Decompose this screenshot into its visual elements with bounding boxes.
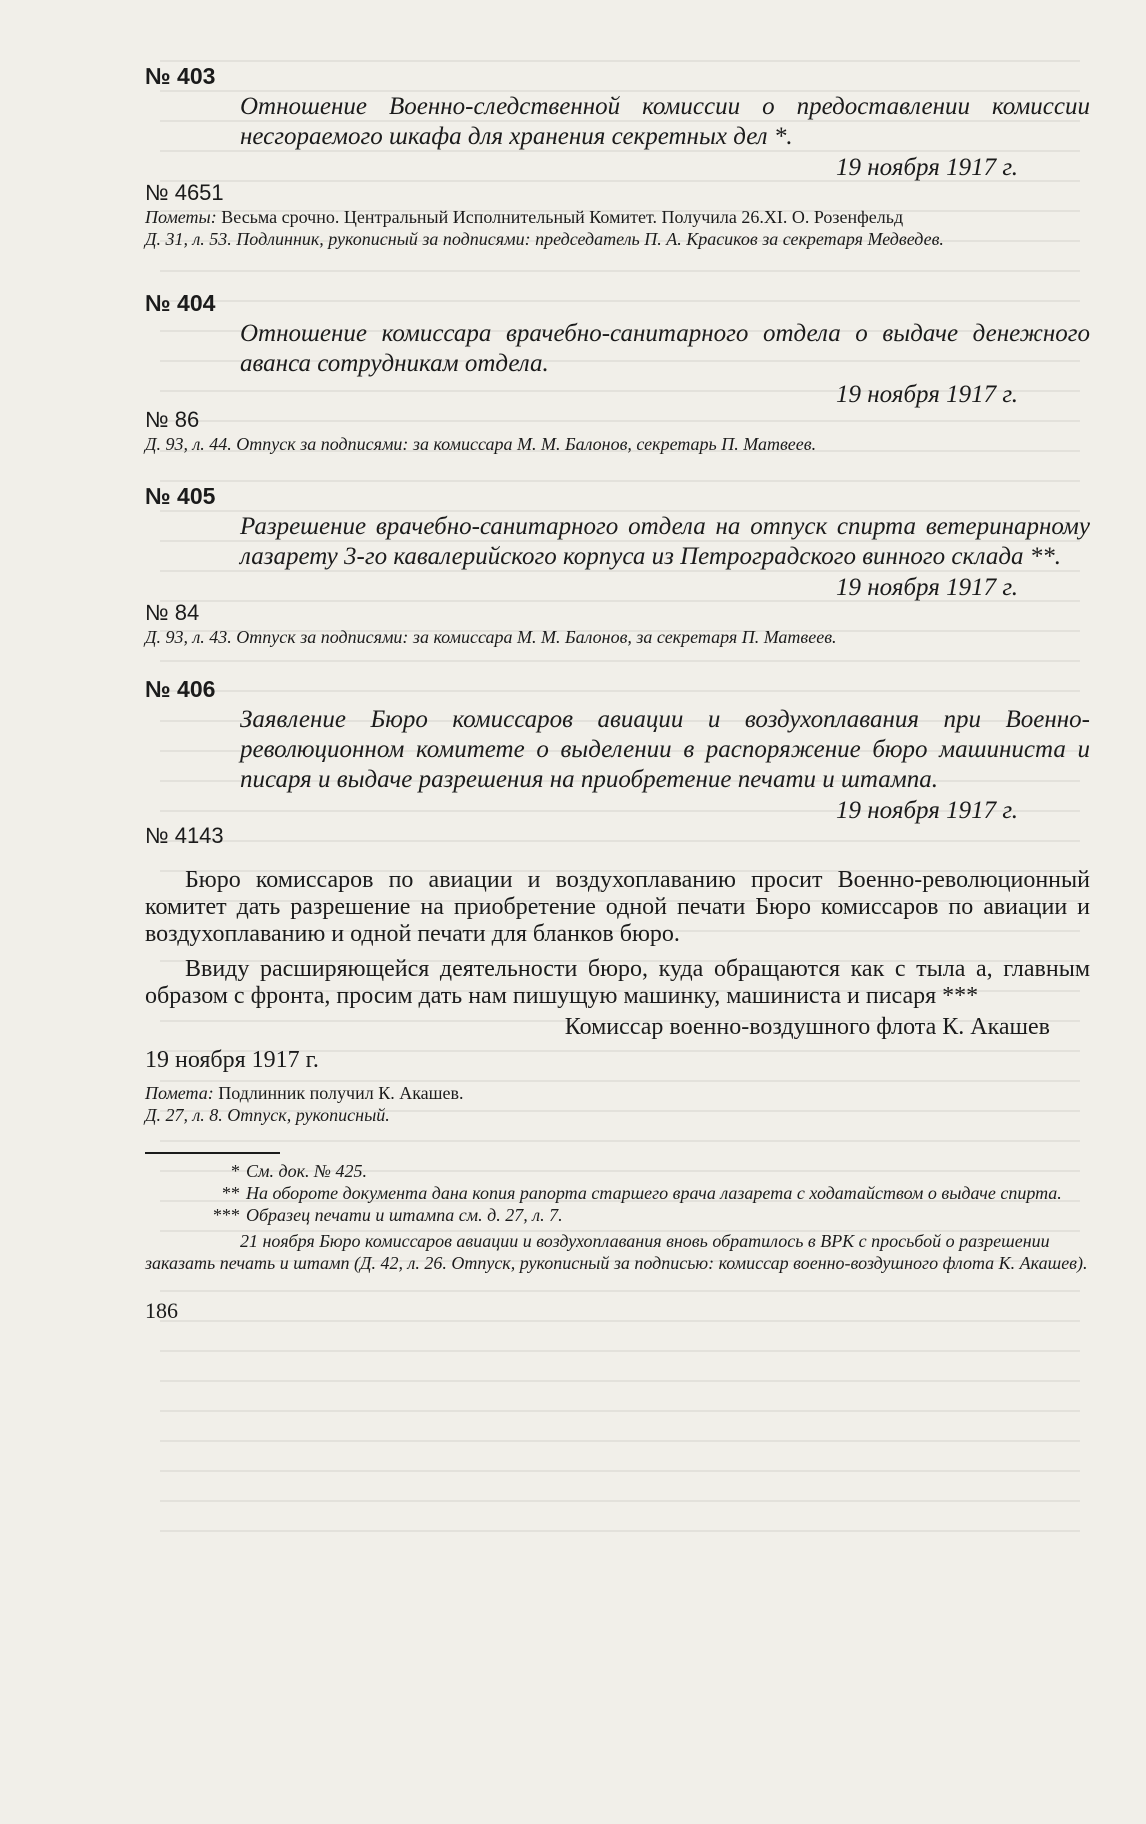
letter-note (145, 1082, 1090, 1104)
letter-date: 19 ноября 1917 г. (145, 1047, 319, 1073)
notes-text: Весьма срочно. Центральный Исполнительный Комитет. Получила 26.XI. О. Розенфельд (216, 207, 904, 227)
document-title: Разрешение врачебно-санитарного отдела на отпуск спирта ветеринарному лазарету 3-го кавалерийского корпуса из Петроградского винного склада **. (240, 513, 1090, 570)
document-405 (145, 483, 1090, 648)
outgoing-number: № 86 (145, 407, 200, 432)
footnote-text: На обороте документа дана копия рапорта старшего врача лазарета с ходатайством о выдаче спирта. (246, 1183, 1062, 1203)
document-406 (145, 676, 1090, 1126)
archive-reference: Д. 31, л. 53. Подлинник, рукописный за подписями: председатель П. А. Красиков за секретаря Медведев. (145, 229, 944, 249)
body-paragraph: Бюро комиссаров по авиации и воздухоплаванию просит Военно-революционный комитет дать разрешение на приобретение одной печати Бюро комиссаров по авиации и воздухоплаванию и одной печати для бланков бюро. (145, 867, 1090, 947)
document-number: № 405 (145, 483, 216, 509)
document-403 (145, 63, 1090, 250)
page-number: 186 (145, 1298, 178, 1323)
archive-reference: Д. 27, л. 8. Отпуск, рукописный. (145, 1105, 390, 1125)
outgoing-number: № 4651 (145, 180, 224, 205)
archive-reference: Д. 93, л. 44. Отпуск за подписями: за комиссара М. М. Балонов, секретарь П. Матвеев. (145, 434, 817, 454)
document-page (145, 55, 1090, 1324)
footnote (145, 1160, 1090, 1182)
note-label: Помета: (145, 1083, 214, 1103)
footnote-mark: ** (222, 1183, 240, 1203)
footnote-mark: *** (213, 1205, 240, 1225)
footnote (145, 1182, 1090, 1204)
signature: Комиссар военно-воздушного флота К. Акашев (564, 1014, 1050, 1040)
footnote (145, 1230, 1090, 1274)
outgoing-number: № 4143 (145, 823, 224, 848)
document-date: 19 ноября 1917 г. (836, 574, 1018, 601)
document-number: № 406 (145, 676, 216, 702)
document-notes (145, 206, 1090, 228)
outgoing-number: № 84 (145, 600, 200, 625)
footnote-text: Образец печати и штампа см. д. 27, л. 7. (246, 1205, 563, 1225)
document-number: № 403 (145, 63, 216, 89)
document-date: 19 ноября 1917 г. (836, 797, 1018, 824)
footnote (145, 1204, 1090, 1226)
body-paragraph: Ввиду расширяющейся деятельности бюро, куда обращаются как с тыла а, главным образом с фронта, просим дать нам пишущую машинку, машиниста и писаря *** (145, 956, 1090, 1009)
document-date: 19 ноября 1917 г. (836, 154, 1018, 181)
archive-reference: Д. 93, л. 43. Отпуск за подписями: за комиссара М. М. Балонов, за секретаря П. Матвеев. (145, 627, 837, 647)
document-title: Отношение комиссара врачебно-санитарного отдела о выдаче денежного аванса сотрудникам отдела. (240, 320, 1090, 377)
footnote-mark: * (231, 1161, 240, 1181)
footnote-divider (145, 1152, 280, 1154)
footnote-text: 21 ноября Бюро комиссаров авиации и воздухоплавания вновь обратилось в ВРК с просьбой о разрешении заказать печать и штамп (Д. 42, л. 26. Отпуск, рукописный за подписью: комиссар военно-воздушного флота К. Акашев). (145, 1231, 1088, 1273)
document-404 (145, 290, 1090, 455)
document-date: 19 ноября 1917 г. (836, 381, 1018, 408)
document-title: Заявление Бюро комиссаров авиации и воздухоплавания при Военно-революционном комитете о выделении в распоряжение бюро машиниста и писаря и выдаче разрешения на приобретение печати и штампа. (240, 706, 1090, 793)
document-title: Отношение Военно-следственной комиссии о предоставлении комиссии несгораемого шкафа для хранения секретных дел *. (240, 93, 1090, 150)
footnote-text: См. док. № 425. (246, 1161, 367, 1181)
notes-label: Пометы: (145, 207, 217, 227)
document-number: № 404 (145, 290, 216, 316)
note-text: Подлинник получил К. Акашев. (213, 1083, 464, 1103)
